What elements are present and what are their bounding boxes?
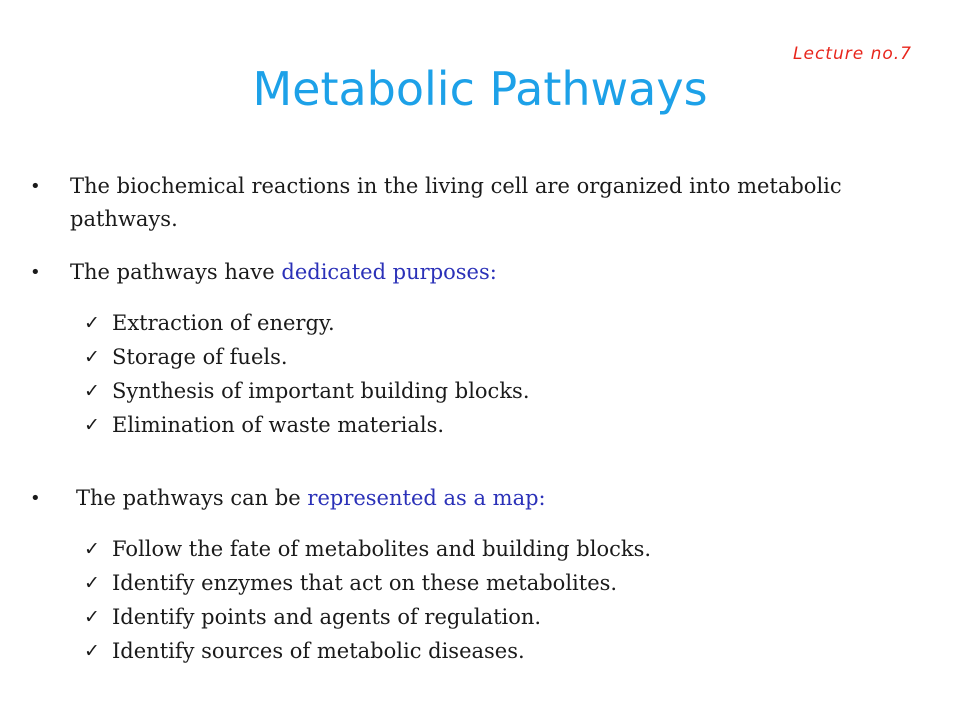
list-item-text: Extraction of energy. [112,311,335,335]
check-icon: ✓ [84,606,100,628]
bullet-dot: • [30,488,41,509]
bullet-text: The biochemical reactions in the living cell are organized into metabolic pathways. [70,174,842,231]
list-item [84,566,904,600]
check-icon: ✓ [84,380,100,402]
bullet-dedicated-purposes [30,256,890,289]
purposes-list [84,306,904,442]
bullet-text [70,256,890,289]
list-item-text: Identify sources of metabolic diseases. [112,639,525,663]
check-icon: ✓ [84,572,100,594]
bullet-text [76,482,890,515]
check-icon: ✓ [84,414,100,436]
list-item [84,340,904,374]
check-icon: ✓ [84,312,100,334]
check-icon: ✓ [84,640,100,662]
bullet-represented-as-map [30,482,890,515]
bullet-dot: • [30,176,41,197]
list-item-text: Elimination of waste materials. [112,413,445,437]
list-item [84,306,904,340]
bullet-text-prefix: The pathways can be [76,486,308,510]
check-icon: ✓ [84,538,100,560]
list-item [84,532,904,566]
list-item [84,600,904,634]
bullet-text-accent: dedicated purposes: [281,260,497,284]
bullet-dot: • [30,262,41,283]
list-item [84,634,904,668]
list-item-text: Identify points and agents of regulation. [112,605,542,629]
check-icon: ✓ [84,346,100,368]
list-item [84,408,904,442]
lecture-tag: Lecture no.7 [793,44,912,64]
list-item-text: Follow the fate of metabolites and building blocks. [112,537,652,561]
list-item-text: Identify enzymes that act on these metabolites. [112,571,618,595]
list-item [84,374,904,408]
list-item-text: Synthesis of important building blocks. [112,379,530,403]
bullet-biochemical-reactions [30,170,890,236]
slide-title: Metabolic Pathways [252,62,708,116]
map-uses-list [84,532,904,668]
list-item-text: Storage of fuels. [112,345,288,369]
bullet-text-prefix: The pathways have [70,260,282,284]
bullet-text-accent: represented as a map: [307,486,546,510]
